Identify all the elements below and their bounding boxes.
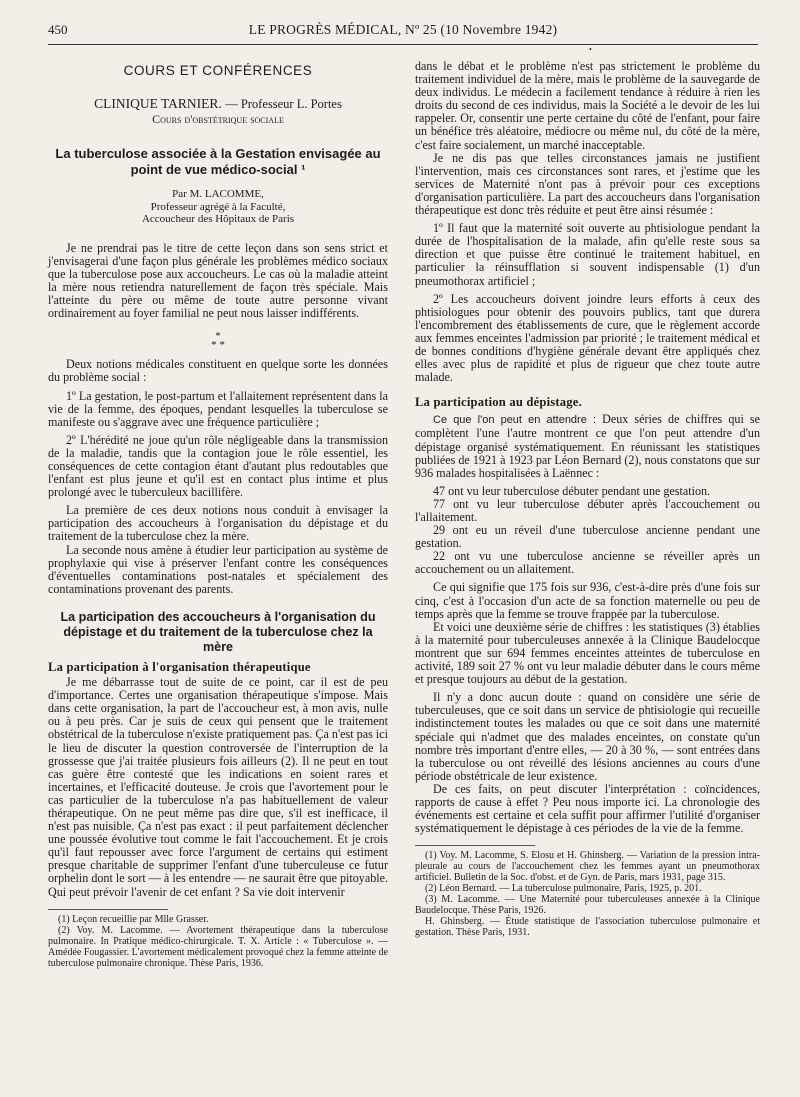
asterism-icon: * * * <box>211 330 225 352</box>
paragraph: Je me débarrasse tout de suite de ce point, car il est de peu d'importance. Certes une organisation thérapeutique s'impose. Mais dans cette organisation, la part de l'accoucheur est, à mon avis, nulle ou à peu près. Car je suis de ceux qui pensent que le traitement obstétrical de la tuberculose n'existe pratiquement pas. Ça n'est pas ici le lieu de discuter la question controversée de l'interruption de la grossesse que j'ai traitée plusieurs fois ailleurs (2). Il ne peut en tout cas guère être contesté que les indications en soient rares et incertaines, et l'efficacité douteuse. Je crois que l'avortement pour le cas particulier de la tuberculose n'a pas habituellement de valeur thérapeutique. On ne peut même pas dire que, s'il est inefficace, il n'est pas nuisible. Ça n'est pas exact : il peut parfaitement déclencher une poussée évolutive tout comme le fait l'accouchement. Et je crois qu'il faut repousser avec force l'argument de certains qui estiment presque charitable de supprimer l'enfant d'une tuberculeuse ce futur orphelin dont le sort — à les entendre — ne saurait être que pitoyable. Qui peut prévoir l'avenir de cet enfant ? Sa vie doit intervenir <box>48 675 388 899</box>
footnote-separator <box>48 909 168 910</box>
footnote: (2) Léon Bernard. — La tuberculose pulmonaire, Paris, 1925, p. 201. <box>425 883 702 895</box>
left-column <box>48 60 388 969</box>
paragraph: Ce qui signifie que 175 fois sur 936, c'est-à-dire près d'une fois sur cinq, c'est à l'occasion d'un acte de sa fonction maternelle ou peu de temps après que la femme se trouve frappée par la tuberculose. <box>415 580 760 621</box>
intro-paragraph: Je ne prendrai pas le titre de cette leçon dans son sens strict et j'envisagerai d'une façon plus générale les problèmes médico sociaux que la tuberculose pose aux accoucheurs. Le cas où la maladie atteint la mère nous retiendra naturellement de façon très spéciale. Mais l'atteinte du père ou même de toute autre personne vivant ordinairement au foyer familial ne peut nous laisser indifférents. <box>48 240 388 321</box>
subsection-heading: La participation à l'organisation thérapeutique <box>48 659 311 674</box>
section-heading: La participation des accoucheurs à l'organisation du dépistage et du traitement de la tuberculose chez la mère <box>60 609 376 654</box>
clinic-professor: — Professeur L. Portes <box>225 97 342 112</box>
paragraph: La première de ces deux notions nous conduit à envisager la participation des accoucheurs à l'organisation du dépistage et du traitement de la tuberculose chez la mère. <box>48 503 388 544</box>
subsection-heading: La participation au dépistage. <box>415 395 582 410</box>
paragraph: 1º La gestation, le post-partum et l'allaitement représentent dans la vie de la femme, des époques, pendant lesquelles la tuberculose se manifeste ou s'aggrave avec une fréquence particulière ; <box>48 388 388 429</box>
footnote: (1) Leçon recueillie par Mlle Grasser. <box>58 913 209 925</box>
paragraph: Deux notions médicales constituent en quelque sorte les données du problème social : <box>48 357 388 385</box>
paragraph: Et voici une deuxième série de chiffres : les statistiques (3) établies à la maternité pour tuberculeuses annexée à la Clinique Baudelocque montrent que sur 694 femmes enceintes atteintes de tuberculose en activité, 189 soit 27 % ont vu leur maladie débuter dans le cours même et presque toujours au début de la gestation. <box>415 619 760 687</box>
header-rule <box>48 44 758 45</box>
page-number: 450 <box>48 22 68 37</box>
paragraph: Je ne dis pas que telles circonstances jamais ne justifient l'intervention, mais ces circonstances sont rares, et j'estime que les services de Maternité n'ont pas à prévoir pour ces exceptions d'organisation particulière. La part des accoucheurs dans l'organisation thérapeutique est donc très réduite et peut être ainsi résumée : <box>415 150 760 218</box>
paragraph: 2º Les accoucheurs doivent joindre leurs efforts à ceux des phtisiologues pour obtenir des pouvoirs publics, tant que durera l'encombrement des établissements de cure, que le règlement accorde aux femmes enceintes l'admission par priorité ; le traitement médical et de bonnes conditions d'hygiène générale devant être appliqués chez elles avec plus de rapidité et plus de rigueur que chez toute autre malade. <box>415 291 760 385</box>
journal-title: LE PROGRÈS MÉDICAL, Nº 25 (10 Novembre 1942) <box>248 22 558 37</box>
article-title: La tuberculose associée à la Gestation envisagée au point de vue médico-social ¹ <box>55 146 381 178</box>
course-name: Cours d'obstétrique sociale <box>152 112 284 127</box>
section-title: COURS ET CONFÉRENCES <box>123 63 313 78</box>
author-title: Professeur agrégé à la Faculté, <box>150 200 286 213</box>
paragraph: Il n'y a donc aucun doute : quand on considère une série de tuberculeuses, que ce soit dans un service de phtisiologie qui recueille indistinctement toutes les malades ou que ce soit dans une maternité spéciale qui n'admet que des malades enceintes, on constate qu'un nombre très important d'entre elles, — 20 à 30 %, — sont entrées dans la tuberculose ou ont réveillé des lésions anciennes au cours d'une période obstétricale de leur existence. <box>415 690 760 783</box>
footnote: (2) Voy. M. Lacomme. — Avortement thérapeutique dans la tuberculose pulmonaire. In Pratique médico-chirurgicale. T. X. Article : « Tuberculose ». — Amédée Fougassier. L'avortement médicalement provoqué chez la femme atteinte de tuberculose pulmonaire chronique. Thèse Paris, 1936. <box>48 924 388 969</box>
footnote: (1) Voy. M. Lacomme, S. Elosu et H. Ghinsberg. — Variation de la pression intra-pleurale au cours de l'accouchement chez les femmes ayant un pneumothorax artificiel. Bulletin de la Soc. d'obst. et de Gyn. de Paris, mars 1931, page 315. <box>415 850 760 884</box>
paragraph: dans le débat et le problème n'est pas strictement le problème du traitement individuel de la mère, mais le problème de la sauvegarde de deux individus. Le médecin a facilement tendance à réduire à rien les droits du second de ces individus, mais la Société a le devoir de les lui rappeler. Or, consentir une perte certaine du côté de l'enfant, pour faire un bénéfice très aléatoire, médiocre ou même nul, du côté de la mère, c'est faire socialement, un marché inacceptable. <box>415 59 760 152</box>
lead-in: Ce que l'on peut en attendre : <box>433 414 597 427</box>
author-block <box>48 188 388 226</box>
clinic-name: CLINIQUE TARNIER. <box>94 96 222 112</box>
paragraph: 77 ont vu leur tuberculose débuter après l'accouchement ou l'allaitement. <box>415 496 760 524</box>
author-affiliation: Accoucheur des Hôpitaux de Paris <box>141 213 295 226</box>
right-column <box>415 60 760 938</box>
paragraph <box>415 413 760 479</box>
paragraph: 1º Il faut que la maternité soit ouverte au phtisiologue pendant la durée de l'hospitalisation de la malade, afin qu'elle reste sous sa direction et que puisse être continué le traitement habituel, en particulier la réinsufflation si souvent indispensable (1) d'un pneumothorax artificiel ; <box>415 221 760 288</box>
paragraph: De ces faits, on peut discuter l'interprétation : coïncidences, rapports de cause à effet ? Peu nous importe ici. La chronologie des événements est certaine et cela suffit pour affirmer l'utilité d'organiser systématiquement le dépistage à ces périodes de la vie de la femme. <box>415 781 760 836</box>
author-name: Par M. LACOMME, <box>172 188 264 201</box>
paragraph: La seconde nous amène à étudier leur participation au système de prophylaxie qui vise à préserver l'enfant contre les conséquences d'éventuelles contaminations post-natales et spécialement des contaminations provenant des parents. <box>48 542 388 596</box>
paragraph: 22 ont vu une tuberculose ancienne se réveiller après un accouchement ou un allaitement. <box>415 549 760 577</box>
paragraph: 47 ont vu leur tuberculose débuter pendant une gestation. <box>433 483 711 498</box>
paragraph: 29 ont eu un réveil d'une tuberculose ancienne pendant une gestation. <box>415 523 760 551</box>
footnote: (3) M. Lacomme. — Une Maternité pour tuberculeuses annexée à la Clinique Baudelocque. Thèse Paris, 1926. <box>415 894 760 917</box>
paragraph: 2º L'hérédité ne joue qu'un rôle négligeable dans la transmission de la maladie, tandis que la contagion joue le rôle essentiel, les conséquences de cette contagion étant d'autant plus redoutables que l'enfant est plus jeune et qu'il est en contact plus intime et plus prolongé avec le tuberculeux bacillifère. <box>48 432 388 500</box>
clinic-line <box>48 97 388 111</box>
dot-mark: • <box>589 45 592 54</box>
paragraph-text: Deux séries de chiffres qui se complètent l'une l'autre montrent ce que l'on peut attendre d'un dépistage organisé systématiquement. En réunissant les statistiques publiées de 1921 à 1923 par Léon Bernard (2), nous constatons que sur 936 malades hospitalisées à Laënnec : <box>415 412 760 480</box>
footnote-separator <box>415 845 535 846</box>
page-header <box>48 22 758 44</box>
footnote: H. Ghinsberg. — Étude statistique de l'association tuberculose pulmonaire et gestation. Thèse Paris, 1931. <box>415 916 760 939</box>
